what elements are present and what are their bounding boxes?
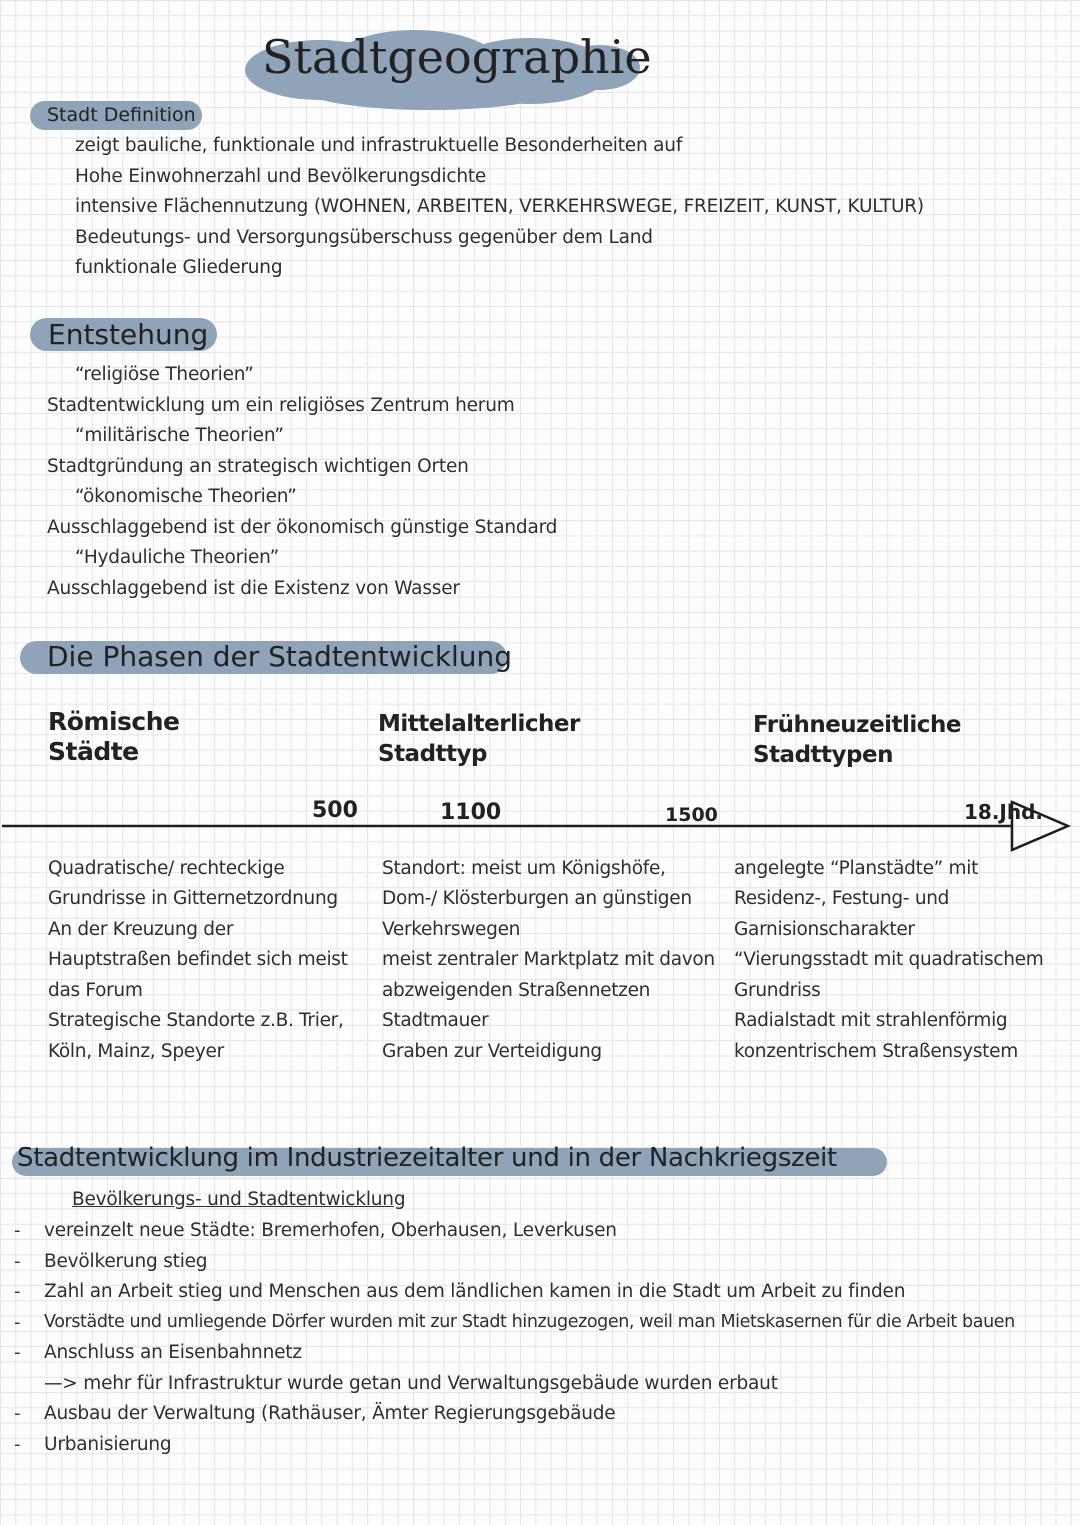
column-line: Strategische Standorte z.B. Trier, (48, 1010, 344, 1031)
industrie-subheading: Bevölkerungs- und Stadtentwicklung (72, 1189, 406, 1210)
theory-text: Ausschlaggebend ist die Existenz von Wasser (47, 578, 460, 599)
industrie-line: Ausbau der Verwaltung (Rathäuser, Ämter Regierungsgebäude (44, 1403, 616, 1424)
definition-heading: Stadt Definition (47, 104, 196, 126)
column-line: abzweigenden Straßennetzen (382, 980, 651, 1001)
industrie-line: —> mehr für Infrastruktur wurde getan und Verwaltungsgebäude wurden erbaut (44, 1373, 778, 1394)
phase-label-medieval: Mittelalterlicher Stadttyp (378, 711, 580, 767)
column-line: Radialstadt mit strahlenförmig (734, 1010, 1008, 1031)
column-line: Standort: meist um Königshöfe, (382, 858, 666, 879)
bullet-dash: - (14, 1342, 21, 1363)
year-1500: 1500 (665, 804, 718, 826)
year-1100: 1100 (440, 800, 502, 825)
theory-title: “militärische Theorien” (75, 425, 284, 446)
bullet-dash: - (14, 1312, 21, 1333)
definition-line: funktionale Gliederung (75, 257, 283, 278)
column-line: Grundrisse in Gitternetzordnung (48, 888, 338, 909)
column-line: Graben zur Verteidigung (382, 1041, 602, 1062)
definition-line: intensive Flächennutzung (WOHNEN, ARBEITEN, VERKEHRSWEGE, FREIZEIT, KUNST, KULTUR) (75, 196, 924, 217)
industrie-line: Bevölkerung stieg (44, 1251, 208, 1272)
column-line: Dom-/ Klösterburgen an günstigen (382, 888, 692, 909)
industrie-line: Vorstädte und umliegende Dörfer wurden mit zur Stadt hinzugezogen, weil man Mietskasernen für die Arbeit bauen (44, 1312, 1015, 1332)
column-line: das Forum (48, 980, 143, 1001)
column-line: Stadtmauer (382, 1010, 489, 1031)
column-line: Köln, Mainz, Speyer (48, 1041, 224, 1062)
phase-label-earlymodern: Frühneuzeitliche Stadttypen (753, 712, 961, 768)
phase-label-roman: Römische Städte (48, 707, 180, 766)
phasen-heading: Die Phasen der Stadtentwicklung (47, 640, 513, 673)
industrie-line: Anschluss an Eisenbahnnetz (44, 1342, 302, 1363)
column-line: Residenz-, Festung- und (734, 888, 950, 909)
column-line: Grundriss (734, 980, 821, 1001)
theory-title: “Hydauliche Theorien” (75, 547, 280, 568)
column-line: Garnisionscharakter (734, 919, 915, 940)
column-line: meist zentraler Marktplatz mit davon (382, 949, 715, 970)
industrie-line: vereinzelt neue Städte: Bremerhofen, Oberhausen, Leverkusen (44, 1220, 617, 1241)
year-500: 500 (312, 798, 358, 823)
page-title: Stadtgeographie (262, 30, 652, 84)
industrie-line: Urbanisierung (44, 1434, 172, 1455)
column-line: An der Kreuzung der (48, 919, 234, 940)
column-line: Hauptstraßen befindet sich meist (48, 949, 348, 970)
year-18jhd: 18.Jhd. (964, 800, 1044, 824)
bullet-dash: - (14, 1251, 21, 1272)
definition-line: Bedeutungs- und Versorgungsüberschuss gegenüber dem Land (75, 227, 653, 248)
bullet-dash: - (14, 1434, 21, 1455)
column-line: konzentrischem Straßensystem (734, 1041, 1018, 1062)
column-line: Quadratische/ rechteckige (48, 858, 285, 879)
definition-line: zeigt bauliche, funktionale und infrastruktuelle Besonderheiten auf (75, 135, 683, 156)
theory-title: “religiöse Theorien” (75, 364, 254, 385)
industrie-line: Zahl an Arbeit stieg und Menschen aus dem ländlichen kamen in die Stadt um Arbeit zu finden (44, 1281, 906, 1302)
column-line: Verkehrswegen (382, 919, 521, 940)
column-line: angelegte “Planstädte” mit (734, 858, 979, 879)
bullet-dash: - (14, 1220, 21, 1241)
entstehung-heading: Entstehung (48, 318, 209, 351)
theory-text: Ausschlaggebend ist der ökonomisch günstige Standard (47, 517, 558, 538)
theory-text: Stadtentwicklung um ein religiöses Zentrum herum (47, 395, 515, 416)
theory-title: “ökonomische Theorien” (75, 486, 297, 507)
theory-text: Stadtgründung an strategisch wichtigen Orten (47, 456, 469, 477)
bullet-dash: - (14, 1403, 21, 1424)
bullet-dash: - (14, 1281, 21, 1302)
column-line: “Vierungsstadt mit quadratischem (734, 949, 1044, 970)
industrie-heading: Stadtentwicklung im Industriezeitalter und in der Nachkriegszeit (17, 1143, 837, 1173)
definition-line: Hohe Einwohnerzahl und Bevölkerungsdichte (75, 166, 487, 187)
